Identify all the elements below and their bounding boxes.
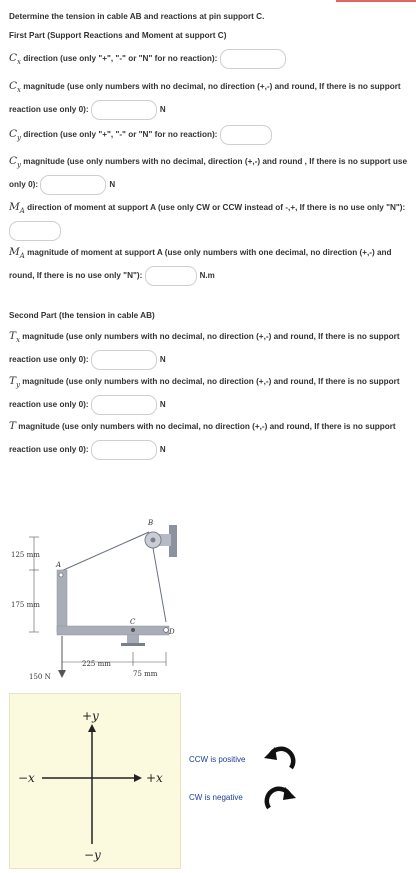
mechanics-figure bbox=[9, 512, 182, 684]
t-magnitude-question: T magnitude (use only numbers with no decimal, no direction (+,-) and round, If there is no support reaction use only 0): N bbox=[9, 417, 409, 460]
minus-y-label: −y bbox=[84, 848, 101, 862]
part2-heading: Second Part (the tension in cable AB) bbox=[9, 311, 155, 320]
cy-magnitude-input[interactable] bbox=[40, 175, 106, 195]
tx-magnitude-question: $T_x$ magnitude (use only numbers with no decimal, no direction (+,-) and round, If there is no support reaction use only 0): N bbox=[9, 327, 409, 370]
problem-title: Determine the tension in cable AB and reactions at pin support C. bbox=[9, 12, 265, 21]
var-symbol: $C_x$ bbox=[9, 80, 21, 95]
point-a bbox=[59, 573, 63, 577]
ma-direction-question: $M_A$ direction of moment at support A (use only CW or CCW instead of -,+, If there is no use only "N"): bbox=[9, 198, 409, 241]
ccw-arrow-icon bbox=[263, 742, 297, 772]
var-symbol: $C_y$ bbox=[9, 128, 22, 143]
x-arrow-icon bbox=[134, 774, 142, 782]
var-symbol: $T_y$ bbox=[9, 375, 20, 390]
cy-direction-input[interactable] bbox=[220, 125, 272, 145]
cx-direction-question: $C_x$ direction (use only "+", "-" or "N" for no reaction): bbox=[9, 49, 409, 72]
coordinate-axes-panel bbox=[9, 693, 181, 869]
tx-magnitude-input[interactable] bbox=[91, 350, 157, 370]
unit-label: N bbox=[159, 105, 166, 115]
cy-direction-question: $C_y$ direction (use only "+", "-" or "N" for no reaction): bbox=[9, 125, 409, 148]
ma-direction-input[interactable] bbox=[9, 221, 61, 241]
label-b: B bbox=[148, 519, 154, 527]
pin-c-base bbox=[127, 635, 139, 643]
pulley-hub bbox=[151, 538, 156, 543]
load-label: 150 N bbox=[29, 673, 51, 681]
dim-125-label: 125 mm bbox=[11, 551, 40, 559]
ma-magnitude-question: $M_A$ magnitude of moment at support A (use only numbers with one decimal, no direction (+,-) and round, If there is no use only "N"): N.m bbox=[9, 243, 409, 286]
cw-arrow-icon bbox=[263, 782, 297, 812]
ma-magnitude-input[interactable] bbox=[145, 266, 197, 286]
ccw-label: CCW is positive bbox=[189, 755, 246, 764]
cx-magnitude-input[interactable] bbox=[91, 100, 157, 120]
coordinate-axes bbox=[10, 694, 180, 868]
var-symbol: $C_x$ bbox=[9, 52, 21, 67]
var-symbol: $M_A$ bbox=[9, 201, 25, 216]
cw-label: CW is negative bbox=[189, 793, 243, 802]
label-c: C bbox=[130, 618, 136, 626]
ground bbox=[121, 643, 145, 646]
part1-heading: First Part (Support Reactions and Moment at support C) bbox=[9, 31, 227, 40]
var-symbol: T bbox=[9, 420, 17, 432]
unit-label: N bbox=[159, 400, 166, 410]
pin-c bbox=[131, 628, 135, 632]
point-d bbox=[164, 628, 169, 633]
vertical-member bbox=[57, 570, 67, 632]
ty-magnitude-question: $T_y$ magnitude (use only numbers with no decimal, no direction (+,-) and round, If there is no support reaction use only 0): N bbox=[9, 372, 409, 415]
y-arrow-icon bbox=[88, 724, 96, 732]
dim-75-label: 75 mm bbox=[133, 670, 158, 678]
cx-magnitude-question: $C_x$ magnitude (use only numbers with no decimal, no direction (+,-) and round, If there is no support reaction use only 0): N bbox=[9, 77, 409, 120]
t-magnitude-input[interactable] bbox=[91, 440, 157, 460]
ty-magnitude-input[interactable] bbox=[91, 395, 157, 415]
dim-225-label: 225 mm bbox=[82, 660, 111, 668]
var-symbol: $T_x$ bbox=[9, 330, 20, 345]
cable-ab bbox=[59, 532, 149, 572]
horizontal-member bbox=[57, 626, 169, 635]
cx-direction-input[interactable] bbox=[220, 49, 286, 69]
unit-label: N bbox=[159, 355, 166, 365]
var-symbol: $M_A$ bbox=[9, 246, 25, 261]
dim-175-label: 175 mm bbox=[11, 601, 40, 609]
plus-x-label: +x bbox=[146, 771, 163, 785]
cable-segment bbox=[153, 548, 166, 622]
top-accent-line bbox=[336, 0, 416, 2]
label-a: A bbox=[56, 561, 62, 569]
moment-sign-legend bbox=[183, 738, 316, 813]
frame-diagram bbox=[9, 512, 182, 684]
var-symbol: $C_y$ bbox=[9, 155, 22, 170]
plus-y-label: +y bbox=[82, 709, 99, 723]
cy-magnitude-question: $C_y$ magnitude (use only numbers with no decimal, direction (+,-) and round , If there is no support use only 0): N bbox=[9, 152, 409, 195]
unit-label: N.m bbox=[199, 271, 215, 281]
minus-x-label: −x bbox=[18, 771, 35, 785]
label-d: D bbox=[169, 628, 175, 636]
unit-label: N bbox=[159, 445, 166, 455]
unit-label: N bbox=[109, 180, 116, 190]
